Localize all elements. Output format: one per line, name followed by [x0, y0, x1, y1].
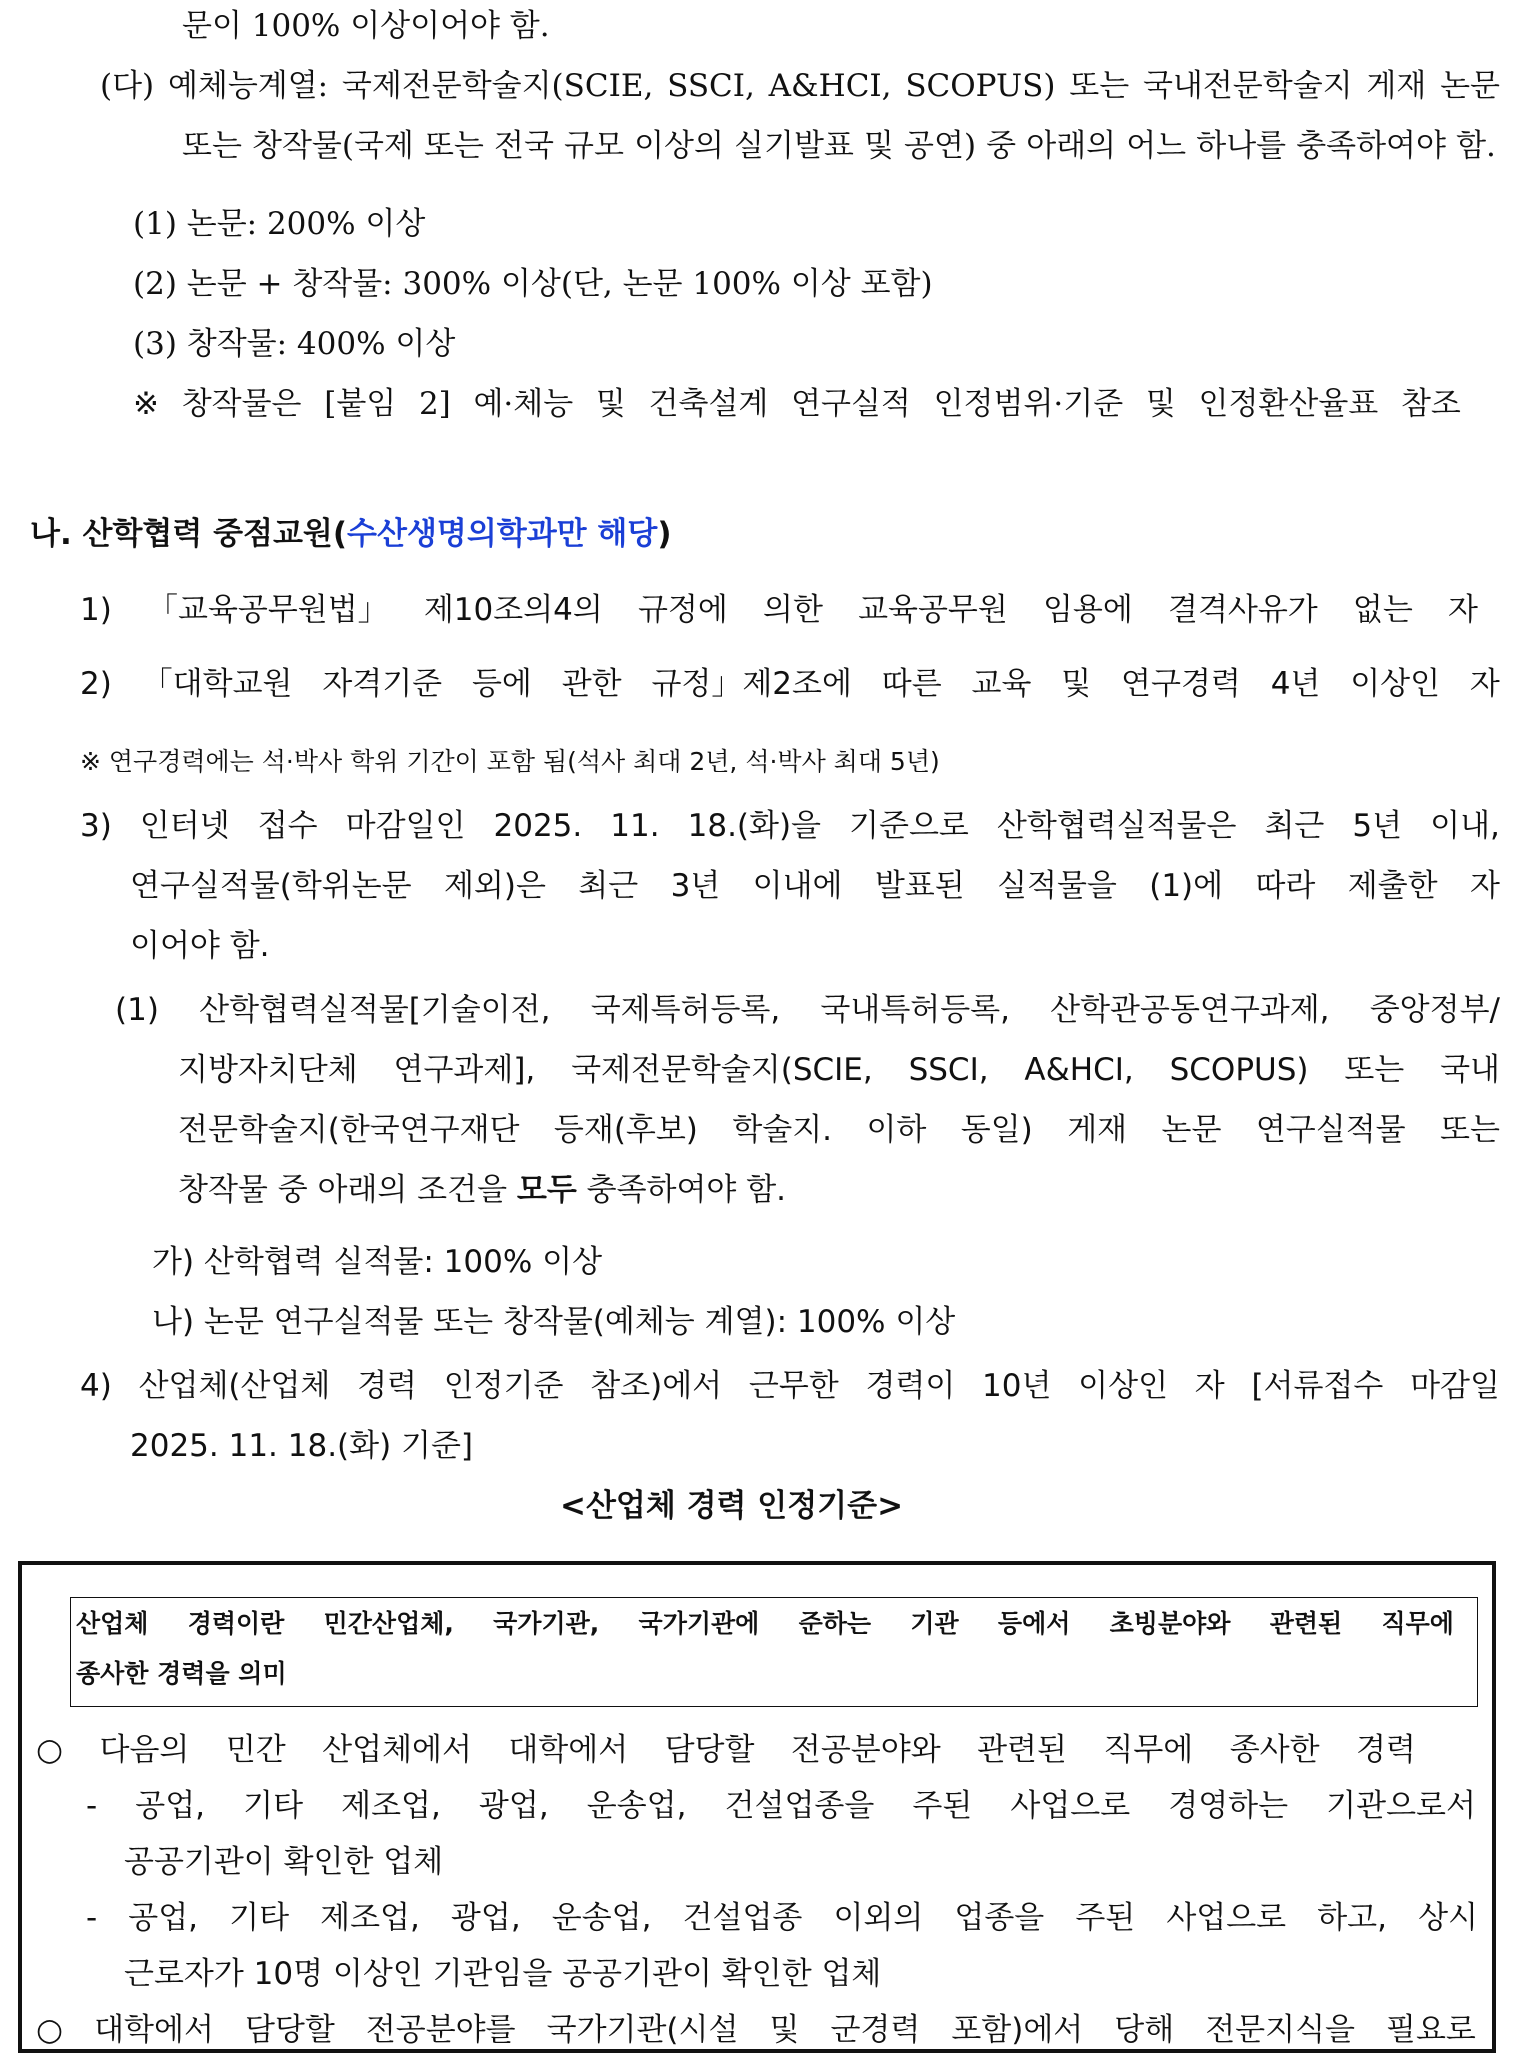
sub-item-1-line1: (1) 산학협력실적물[기술이전, 국제특허등록, 국내특허등록, 산학관공동연구과제, 중앙정부/	[115, 992, 1500, 1028]
requirement-4-line1: 4) 산업체(산업체 경력 인정기준 참조)에서 근무한 경력이 10년 이상인 자 [서류접수 마감일	[80, 1368, 1500, 1404]
text-fragment: 충족하여야 함.	[576, 1172, 787, 1208]
condition-ga: 가) 산학협력 실적물: 100% 이상	[152, 1244, 603, 1280]
text-fragment: 창작물 중 아래의 조건을	[178, 1172, 517, 1208]
definition-line2: 종사한 경력을 의미	[76, 1659, 287, 1688]
criterion-dash-2-line2: 근로자가 10명 이상인 기관임을 공공기관이 확인한 업체	[124, 1956, 882, 1992]
section-da-line1: (다) 예체능계열: 국제전문학술지(SCIE, SSCI, A&HCI, SCOPUS) 또는 국내전문학술지 게재 논문	[100, 68, 1500, 104]
criterion-dash-1-line2: 공공기관이 확인한 업체	[124, 1844, 444, 1880]
sub-item-1-line2: 지방자치단체 연구과제], 국제전문학술지(SCIE, SSCI, A&HCI, SCOPUS) 또는 국내	[178, 1052, 1500, 1088]
requirement-3-line3: 이어야 함.	[130, 928, 270, 964]
criterion-dash-2-line1: - 공업, 기타 제조업, 광업, 운송업, 건설업종 이외의 업종을 주된 사업으로 하고, 상시	[86, 1900, 1478, 1936]
requirement-3-line1: 3) 인터넷 접수 마감일인 2025. 11. 18.(화)을 기준으로 산학협력실적물은 최근 5년 이내,	[80, 808, 1500, 844]
criteria-title: <산업체 경력 인정기준>	[560, 1488, 904, 1524]
requirement-3-line2: 연구실적물(학위논문 제외)은 최근 3년 이내에 발표된 실적물을 (1)에 따라 제출한 자	[130, 868, 1500, 904]
requirement-2-note: ※ 연구경력에는 석·박사 학위 기간이 포함 됨(석사 최대 2년, 석·박사 최대 5년)	[80, 747, 940, 776]
sub-item-1-line3: 전문학술지(한국연구재단 등재(후보) 학술지. 이하 동일) 게재 논문 연구실적물 또는	[178, 1112, 1500, 1148]
criterion-circle-1: ○ 다음의 민간 산업체에서 대학에서 담당할 전공분야와 관련된 직무에 종사한 경력	[36, 1732, 1416, 1768]
section-heading	[30, 514, 671, 554]
section-da-line2: 또는 창작물(국제 또는 전국 규모 이상의 실기발표 및 공연) 중 아래의 어느 하나를 충족하여야 함.	[182, 128, 1496, 164]
criterion-item-2: (2) 논문 + 창작물: 300% 이상(단, 논문 100% 이상 포함)	[133, 266, 933, 302]
requirement-1: 1) 「교육공무원법」 제10조의4의 규정에 의한 교육공무원 임용에 결격사유가 없는 자	[80, 592, 1478, 628]
text-line: 문이 100% 이상이어야 함.	[182, 8, 550, 44]
sub-item-1-line4	[178, 1170, 786, 1210]
condition-na: 나) 논문 연구실적물 또는 창작물(예체능 계열): 100% 이상	[152, 1304, 956, 1340]
criterion-dash-1-line1: - 공업, 기타 제조업, 광업, 운송업, 건설업종을 주된 사업으로 경영하는 기관으로서	[86, 1788, 1476, 1824]
definition-line1: 산업체 경력이란 민간산업체, 국가기관, 국가기관에 준하는 기관 등에서 초빙분야와 관련된 직무에	[76, 1609, 1454, 1638]
reference-note: ※ 창작물은 [붙임 2] 예·체능 및 건축설계 연구실적 인정범위·기준 및 인정환산율표 참조	[133, 386, 1461, 422]
requirement-2: 2) 「대학교원 자격기준 등에 관한 규정」제2조에 따른 교육 및 연구경력 4년 이상인 자	[80, 666, 1500, 702]
criterion-item-1: (1) 논문: 200% 이상	[133, 206, 426, 242]
emphasis-text: 모두	[516, 1172, 577, 1208]
criterion-item-3: (3) 창작물: 400% 이상	[133, 326, 456, 362]
criterion-circle-2: ○ 대학에서 담당할 전공분야를 국가기관(시설 및 군경력 포함)에서 당해 전문지식을 필요로	[36, 2012, 1476, 2048]
heading-highlight: 수산생명의학과만 해당	[347, 516, 658, 552]
requirement-4-line2: 2025. 11. 18.(화) 기준]	[130, 1428, 474, 1464]
heading-prefix: 나. 산학협력 중점교원(	[30, 516, 348, 552]
heading-suffix: )	[657, 516, 672, 552]
